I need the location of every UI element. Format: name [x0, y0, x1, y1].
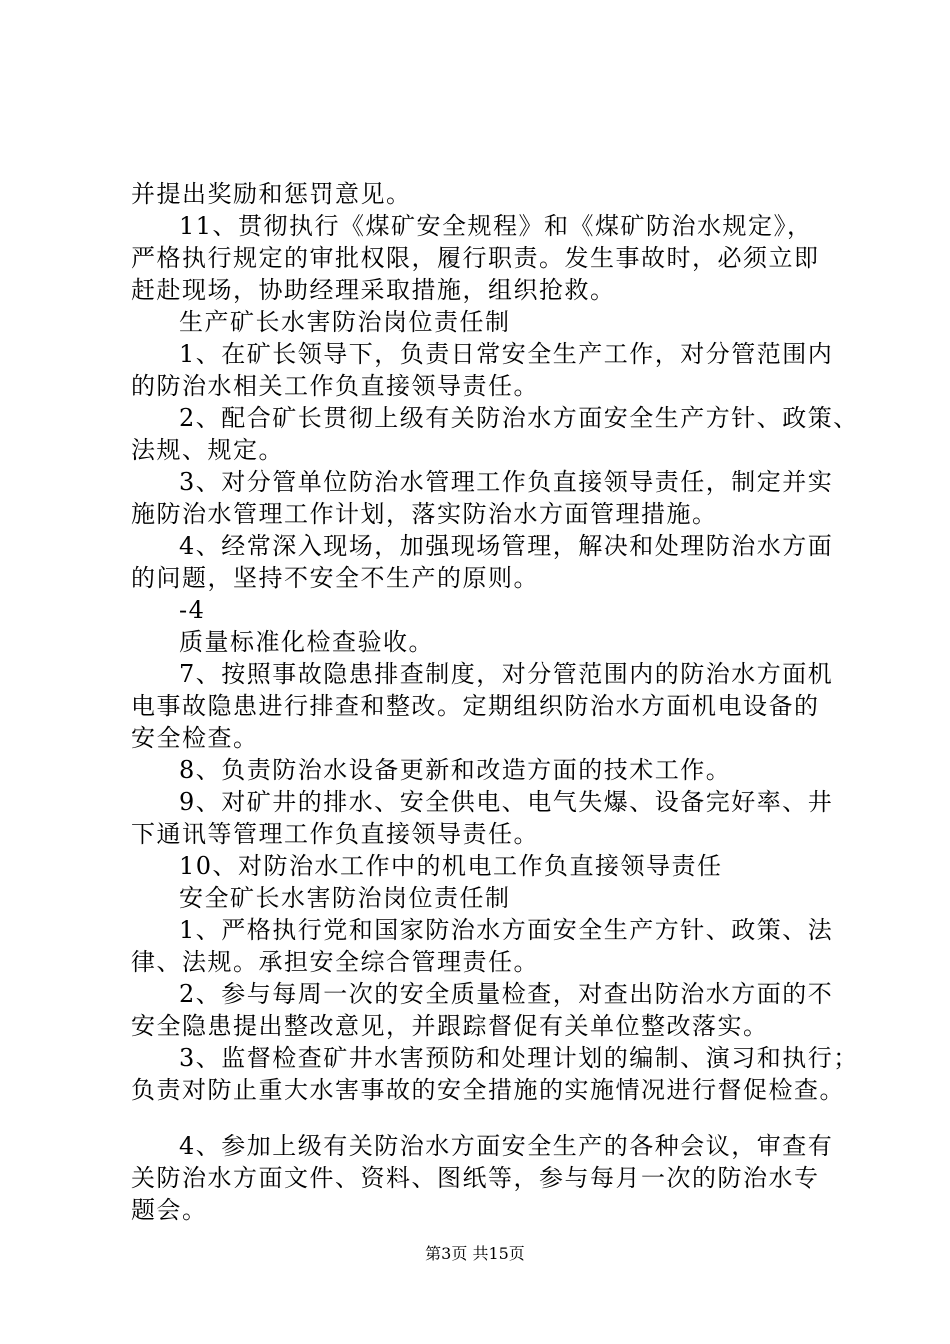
text-line: 并提出奖励和惩罚意见。: [131, 180, 412, 208]
text-line: 4、参加上级有关防治水方面安全生产的各种会议，审查有: [179, 1132, 834, 1160]
text-line: 电事故隐患进行排查和整改。定期组织防治水方面机电设备的: [131, 692, 820, 720]
text-line: 4、经常深入现场，加强现场管理，解决和处理防治水方面: [179, 532, 834, 560]
text-line: 10、对防治水工作中的机电工作负直接领导责任: [179, 852, 723, 880]
text-line: 严格执行规定的审批权限，履行职责。发生事故时，必须立即: [131, 244, 820, 272]
text-line: 2、配合矿长贯彻上级有关防治水方面安全生产方针、政策、: [179, 404, 859, 432]
text-line: 施防治水管理工作计划，落实防治水方面管理措施。: [131, 500, 718, 528]
text-line: 关防治水方面文件、资料、图纸等，参与每月一次的防治水专: [131, 1164, 820, 1192]
text-line: 题会。: [131, 1196, 208, 1224]
section-heading: 生产矿长水害防治岗位责任制: [179, 308, 511, 336]
text-line: 负责对防止重大水害事故的安全措施的实施情况进行督促检查。: [131, 1076, 845, 1104]
text-line: 3、对分管单位防治水管理工作负直接领导责任，制定并实: [179, 468, 834, 496]
text-line: 安全隐患提出整改意见，并跟踪督促有关单位整改落实。: [131, 1012, 769, 1040]
text-line: 安全检查。: [131, 724, 259, 752]
text-line: 9、对矿井的排水、安全供电、电气失爆、设备完好率、井: [179, 788, 834, 816]
text-line: 11、贯彻执行《煤矿安全规程》和《煤矿防治水规定》，: [179, 212, 813, 240]
text-line: 的防治水相关工作负直接领导责任。: [131, 372, 539, 400]
text-line: 律、法规。承担安全综合管理责任。: [131, 948, 539, 976]
page-footer: 第3页 共15页: [425, 1244, 525, 1263]
page-marker: -4: [179, 596, 206, 624]
text-line: 赶赴现场，协助经理采取措施，组织抢救。: [131, 276, 616, 304]
text-line: 法规、规定。: [131, 436, 284, 464]
text-line: 下通讯等管理工作负直接领导责任。: [131, 820, 539, 848]
section-heading: 安全矿长水害防治岗位责任制: [179, 884, 511, 912]
text-line: 7、按照事故隐患排查制度，对分管范围内的防治水方面机: [179, 660, 834, 688]
paragraph-gap: [131, 1106, 831, 1130]
text-line: 3、监督检查矿井水害预防和处理计划的编制、演习和执行；: [179, 1044, 859, 1072]
text-line: 的问题，坚持不安全不生产的原则。: [131, 564, 539, 592]
text-line: 1、严格执行党和国家防治水方面安全生产方针、政策、法: [179, 916, 834, 944]
document-body: [131, 178, 859, 1226]
text-line: 2、参与每周一次的安全质量检查，对查出防治水方面的不: [179, 980, 834, 1008]
text-line: 质量标准化检查验收。: [179, 628, 434, 656]
text-line: 8、负责防治水设备更新和改造方面的技术工作。: [179, 756, 732, 784]
text-line: 1、在矿长领导下，负责日常安全生产工作，对分管范围内: [179, 340, 834, 368]
